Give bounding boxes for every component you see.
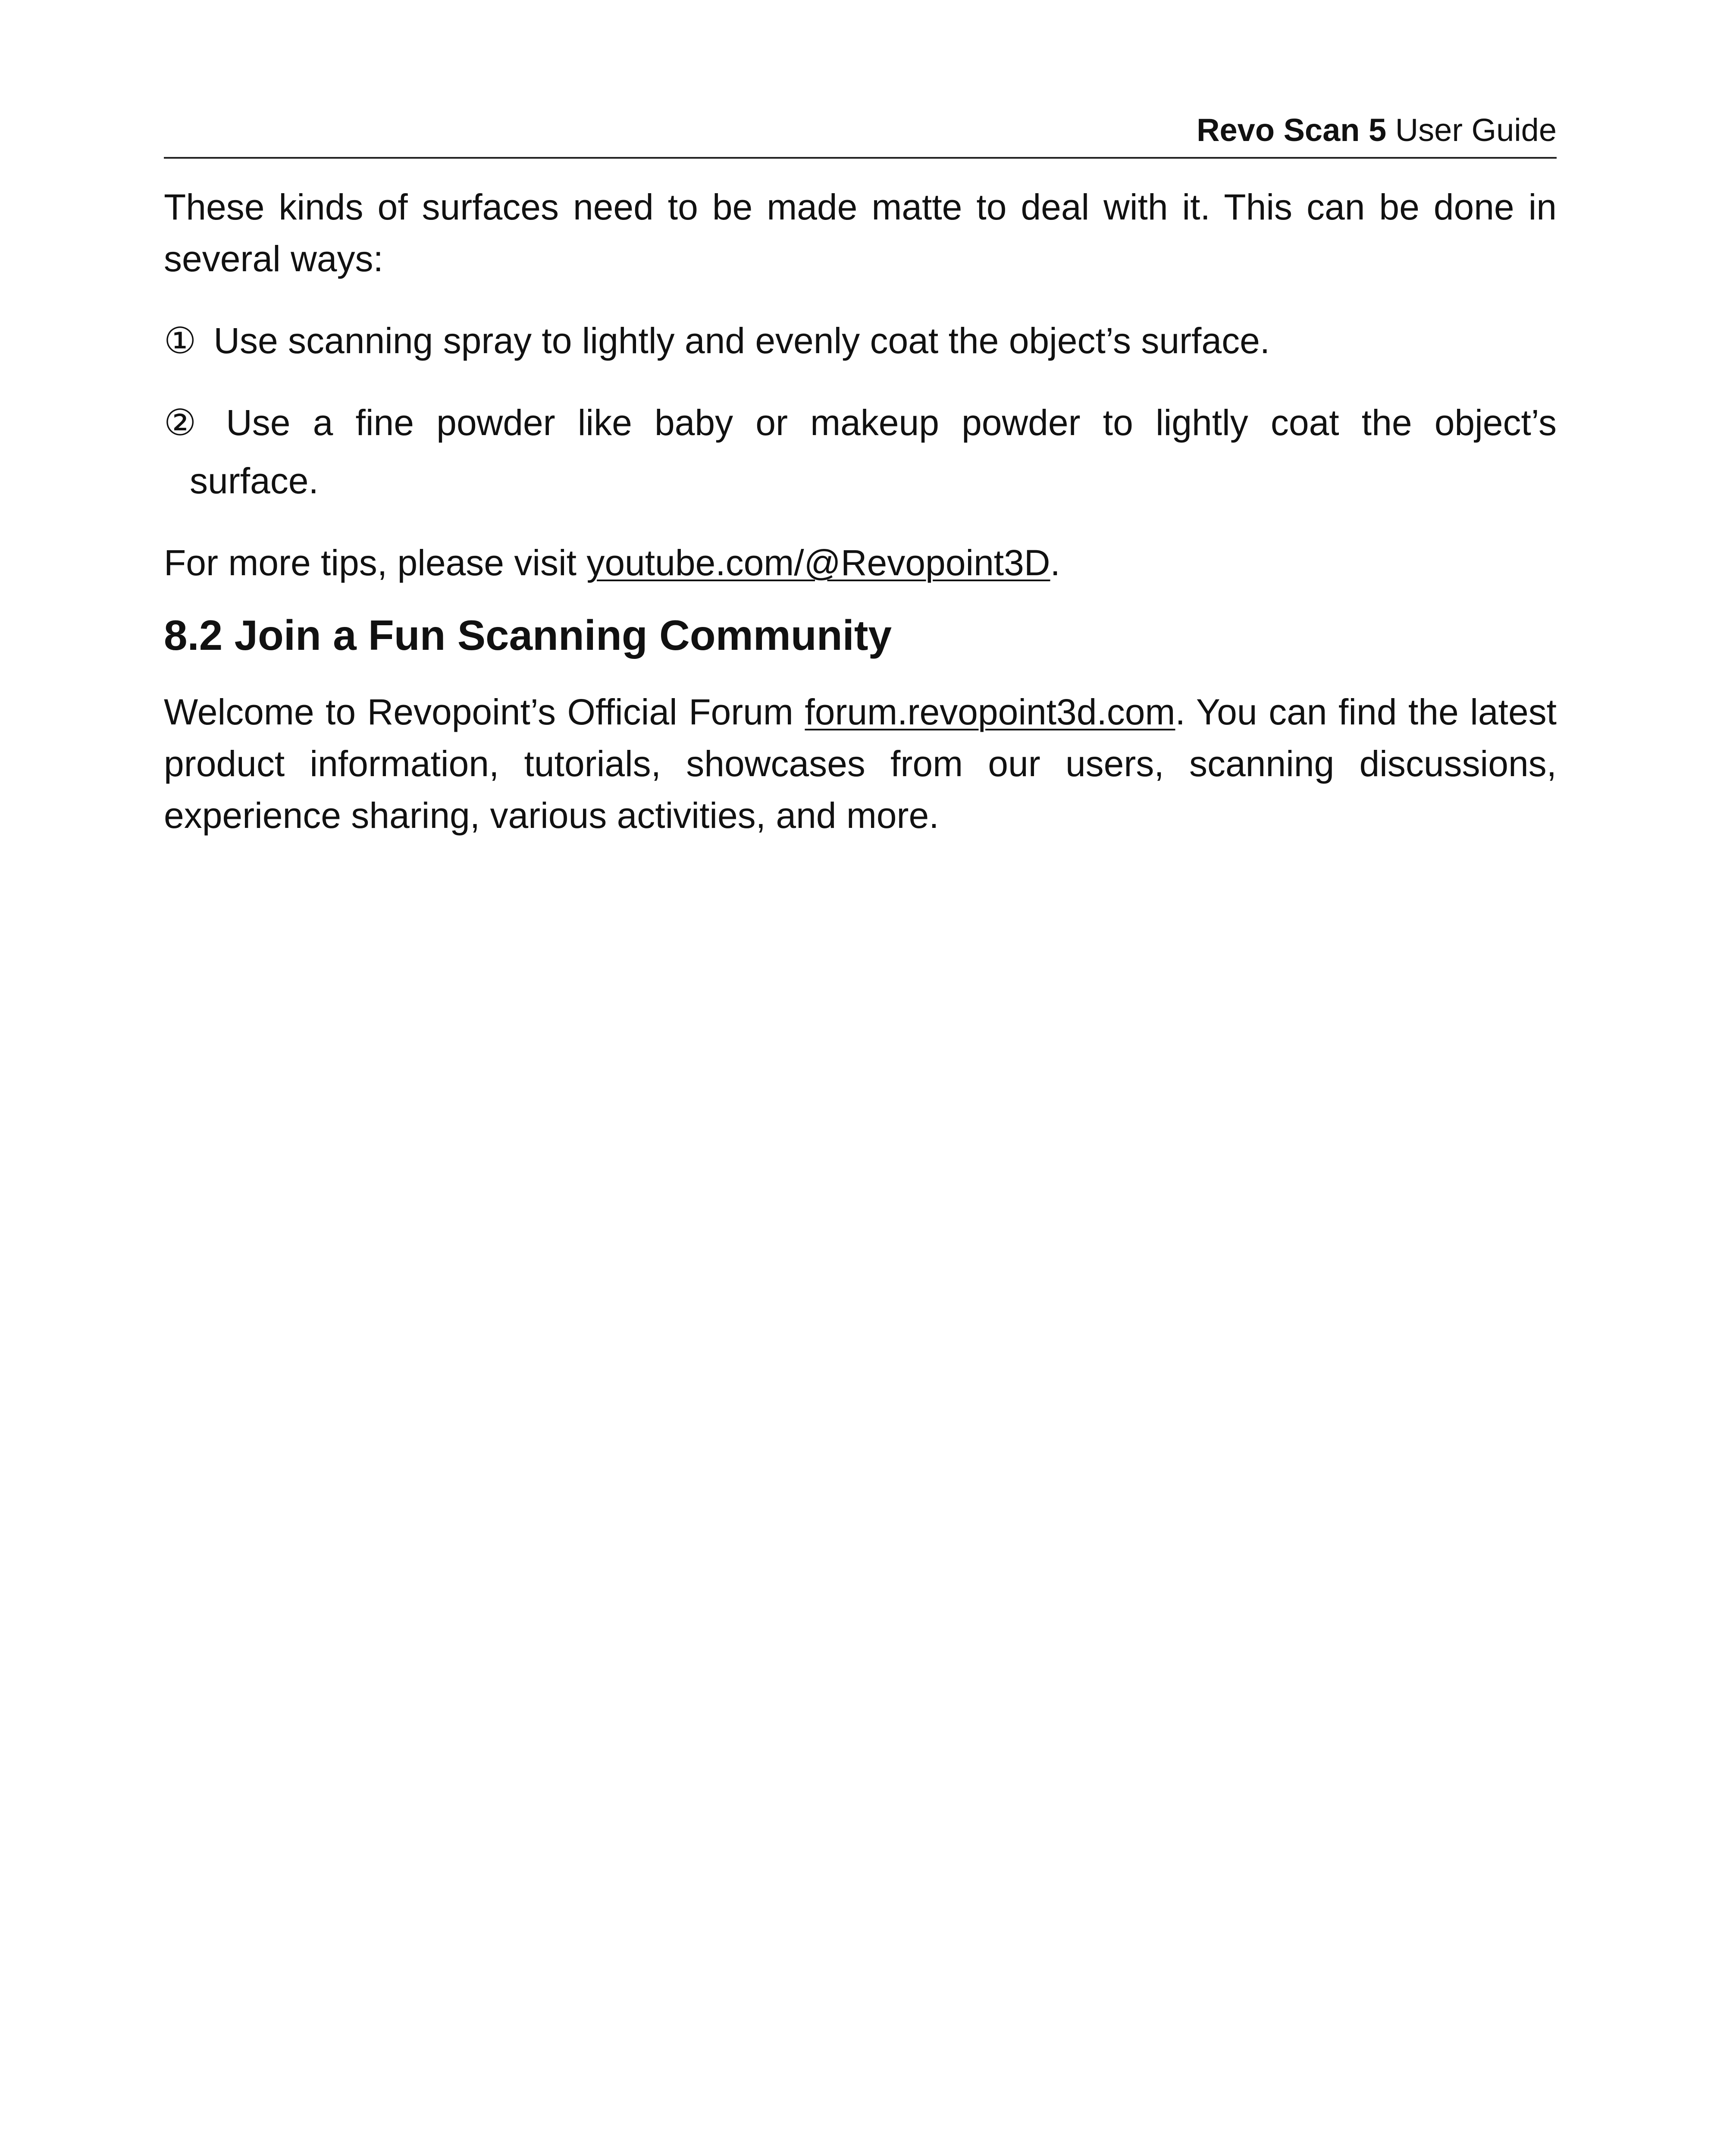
list-item-2-text-1: Use a fine powder like baby or makeup powder to lightly coat the object’s [226,402,1557,443]
page-content [164,181,1557,841]
forum-suffix: . You can find the latest product information, tutorials, showcases from our users, scanning discussions, experience sharing, various activities, and more. [164,692,1557,836]
tips-suffix: . [1050,542,1060,583]
list-marker-1: ① [164,320,197,361]
page-header [164,110,1557,159]
list-marker-2: ② [164,402,209,443]
list-item-1 [164,315,1557,367]
intro-paragraph: These kinds of surfaces need to be made matte to deal with it. This can be done in several ways: [164,187,1557,279]
forum-paragraph [164,686,1557,841]
forum-prefix: Welcome to Revopoint’s Official Forum [164,692,805,732]
youtube-link[interactable]: youtube.com/@Revopoint3D [586,542,1050,583]
list-item-2 [164,397,1557,507]
list-item-1-text: Use scanning spray to lightly and evenly coat the object’s surface. [213,320,1270,361]
forum-link[interactable]: forum.revopoint3d.com [805,692,1175,732]
header-product-name: Revo Scan 5 [1197,112,1387,148]
list-item-2-line-2: surface. [190,461,319,501]
section-heading: 8.2 Join a Fun Scanning Community [164,611,892,659]
list-item-2-line-1 [164,397,1557,448]
header-guide-label: User Guide [1386,112,1557,148]
tips-paragraph [164,537,1557,589]
tips-prefix: For more tips, please visit [164,542,587,583]
